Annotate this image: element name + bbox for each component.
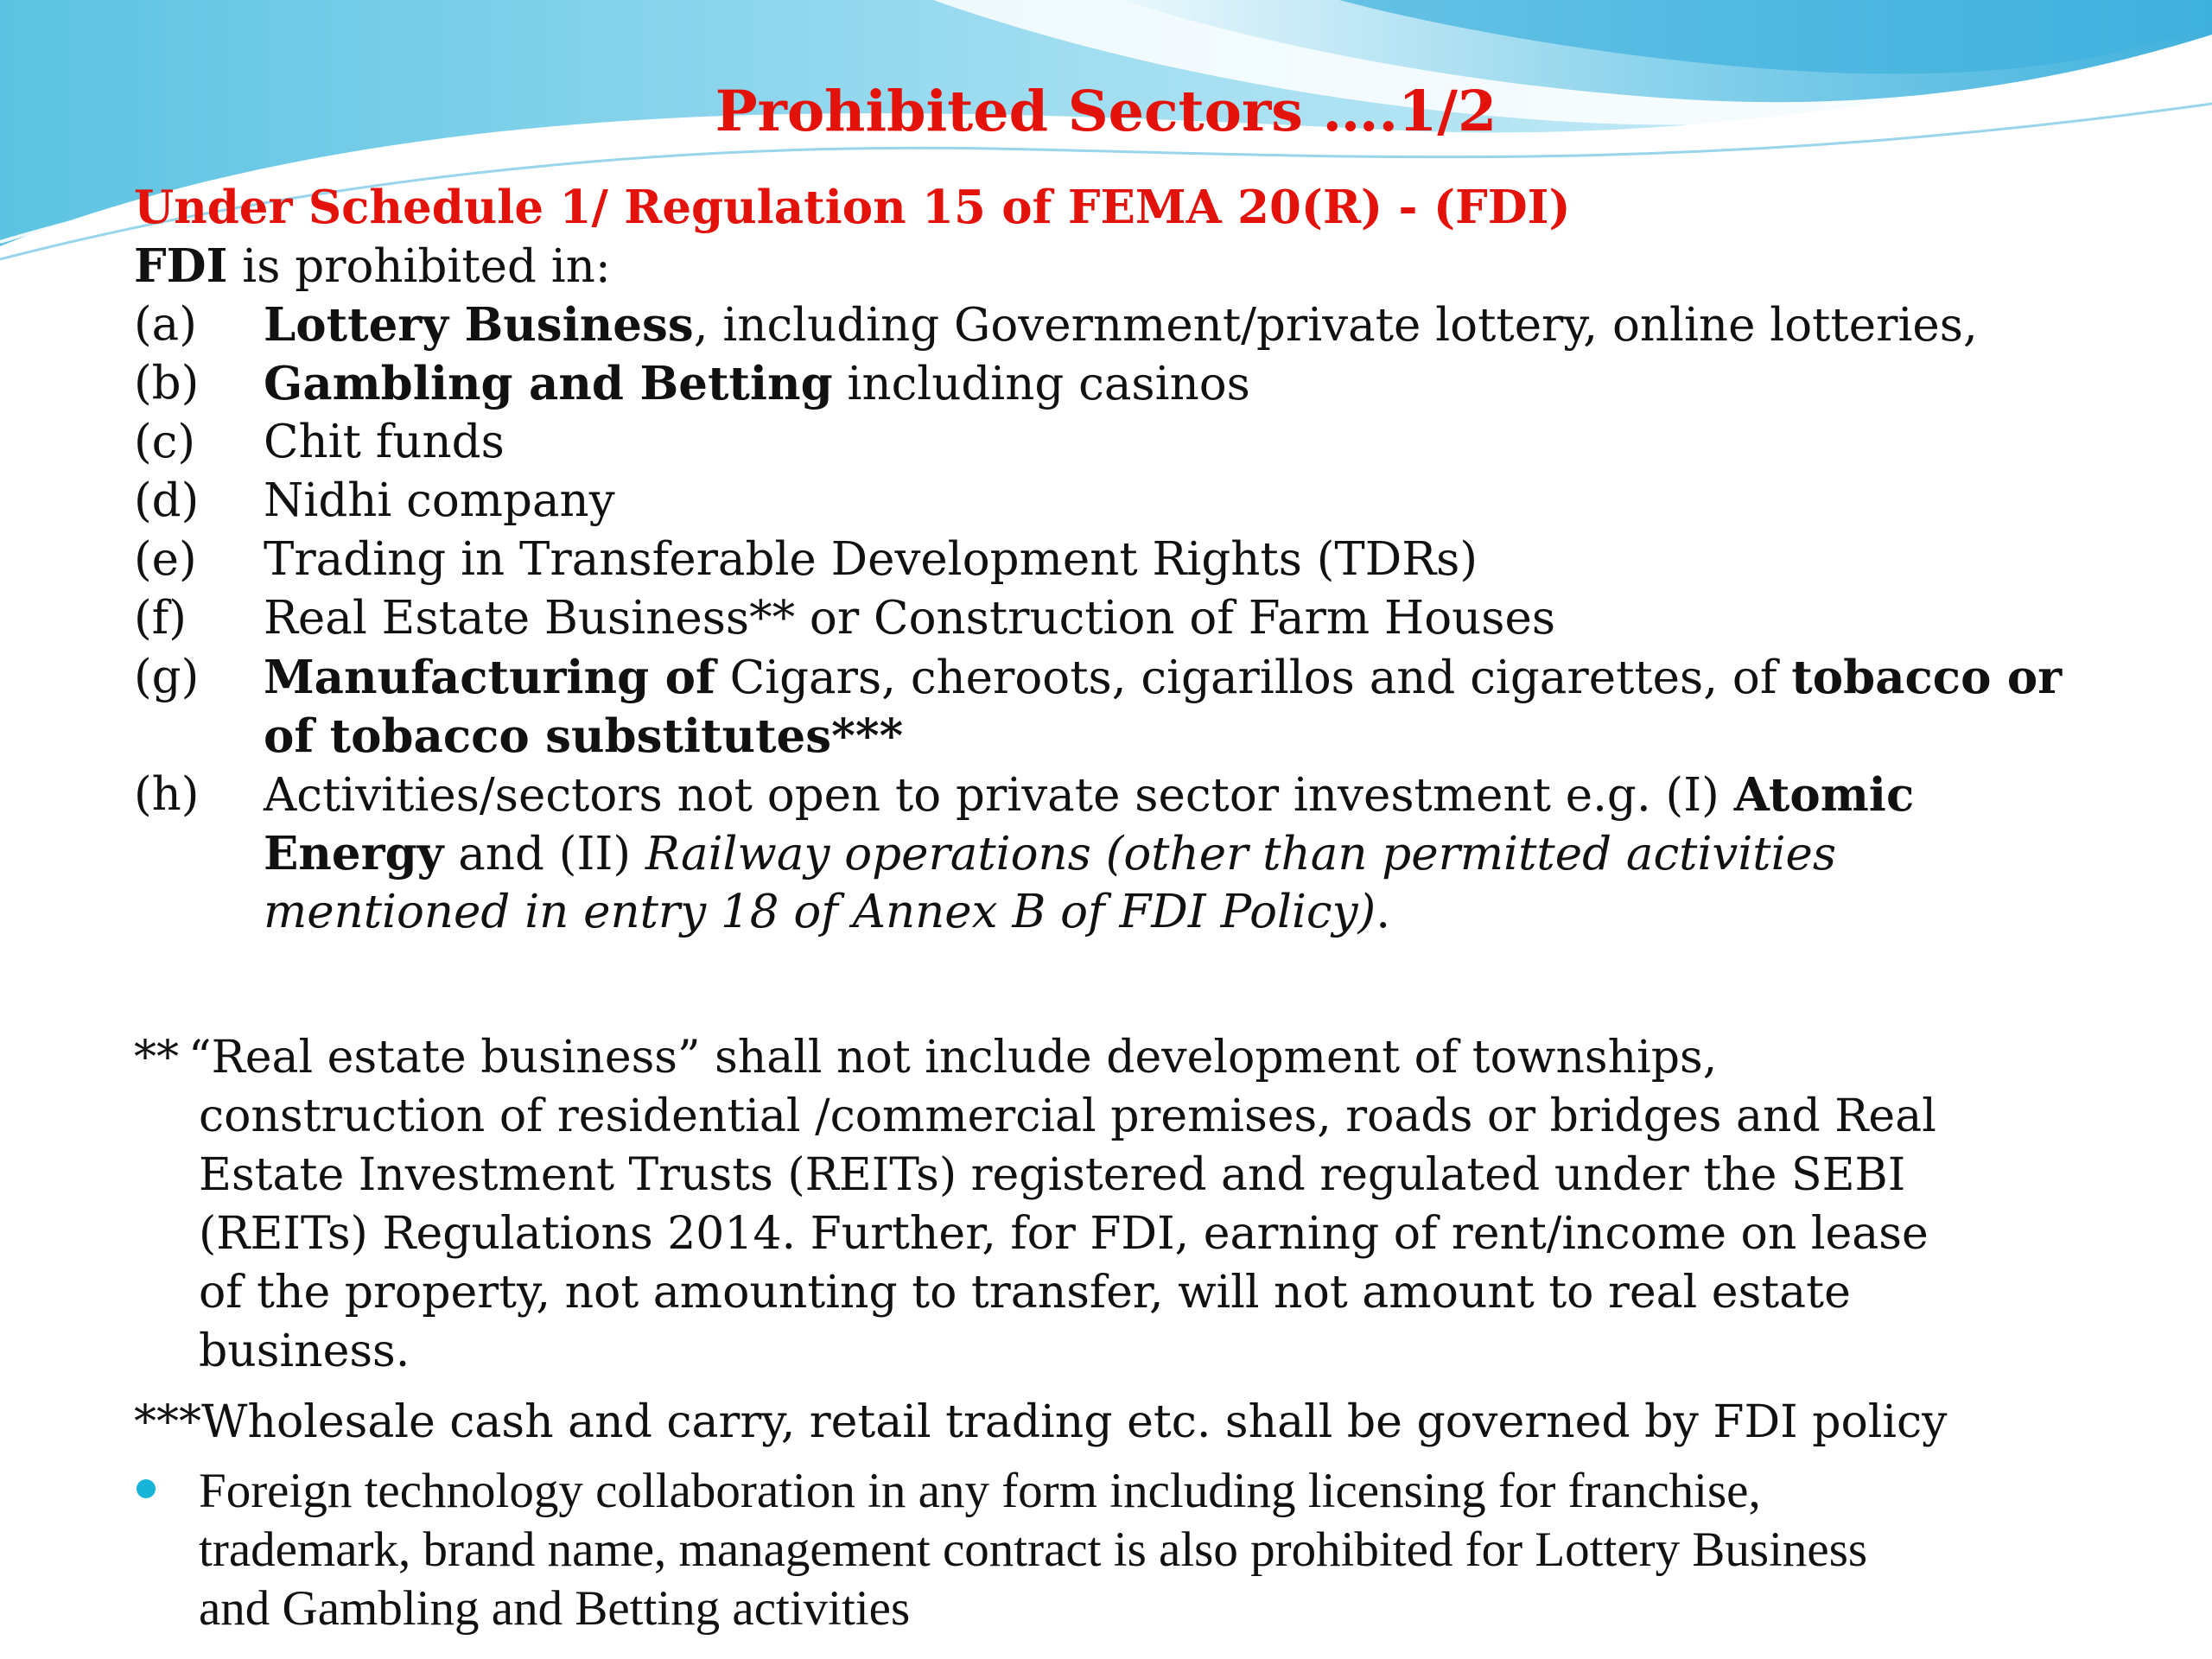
slide-title: Prohibited Sectors ….1/2 — [715, 79, 1497, 144]
item-text — [264, 707, 903, 766]
item-text — [264, 766, 1914, 825]
item-italic: mentioned in entry 18 of Annex B of FDI Policy) — [264, 886, 1376, 938]
note-line: (REITs) Regulations 2014. Further, for FDI, earning of rent/income on lease — [199, 1208, 1929, 1260]
item-text — [264, 296, 1978, 355]
item-rest: and (II) — [443, 828, 645, 880]
note-line: construction of residential /commercial premises, roads or bridges and Real — [199, 1090, 1936, 1142]
bullet-dot-icon — [137, 1479, 156, 1498]
item-label: (d) — [134, 474, 200, 527]
item-label: (c) — [134, 416, 196, 468]
item-rest: including casinos — [832, 358, 1250, 410]
item-text: Nidhi company — [264, 474, 615, 527]
note-line: of the property, not amounting to transfer, will not amount to real estate — [199, 1267, 1851, 1319]
item-bold: Manufacturing of — [264, 651, 715, 704]
intro-text: is prohibited in: — [227, 240, 611, 293]
item-italic: Railway operations (other than permitted activities — [645, 828, 1837, 880]
item-label: (b) — [134, 357, 200, 410]
item-bold: of tobacco substitutes*** — [264, 709, 904, 763]
item-bold-end: Atomic — [1733, 768, 1915, 822]
item-rest: Cigars, cheroots, cigarillos and cigarettes, of — [715, 652, 1792, 704]
slide-subtitle: Under Schedule 1/ Regulation 15 of FEMA 20(R) - (FDI) — [134, 181, 1571, 234]
item-label: (g) — [134, 651, 200, 703]
note-line: “Real estate business” shall not include development of townships, — [188, 1032, 1718, 1084]
item-rest: . — [1376, 886, 1391, 938]
item-rest: Activities/sectors not open to private sector investment e.g. (I) — [264, 769, 1734, 822]
wholesale-note: ***Wholesale cash and carry, retail trading etc. shall be governed by FDI policy — [134, 1396, 1948, 1448]
item-label: (e) — [134, 533, 197, 586]
item-text: Real Estate Business** or Construction of Farm Houses — [264, 592, 1556, 645]
item-text — [264, 883, 1390, 942]
item-text — [264, 648, 2062, 708]
item-label: (a) — [134, 298, 197, 351]
item-text — [264, 354, 1250, 414]
note-line: business. — [199, 1325, 410, 1377]
bullet-line: trademark, brand name, management contract is also prohibited for Lottery Business — [199, 1522, 1868, 1577]
item-text — [264, 824, 1836, 884]
item-bold: Lottery Business — [264, 298, 694, 352]
intro-bold: FDI — [134, 239, 228, 293]
item-label: (h) — [134, 768, 200, 821]
intro-line — [134, 237, 611, 296]
note-prefix: ** — [134, 1032, 179, 1084]
bullet-line: and Gambling and Betting activities — [199, 1581, 911, 1636]
item-bold-end: tobacco or — [1791, 651, 2063, 704]
item-text: Trading in Transferable Development Rights (TDRs) — [264, 533, 1478, 586]
note-line: Estate Investment Trusts (REITs) registered and regulated under the SEBI — [199, 1149, 1906, 1201]
item-text: Chit funds — [264, 416, 505, 468]
item-rest: , including Government/private lottery, online lotteries, — [693, 299, 1978, 352]
bullet-line: Foreign technology collaboration in any form including licensing for franchise, — [199, 1464, 1761, 1518]
item-bold: Gambling and Betting — [264, 357, 833, 410]
item-bold: Energy — [264, 827, 444, 880]
item-label: (f) — [134, 592, 187, 645]
